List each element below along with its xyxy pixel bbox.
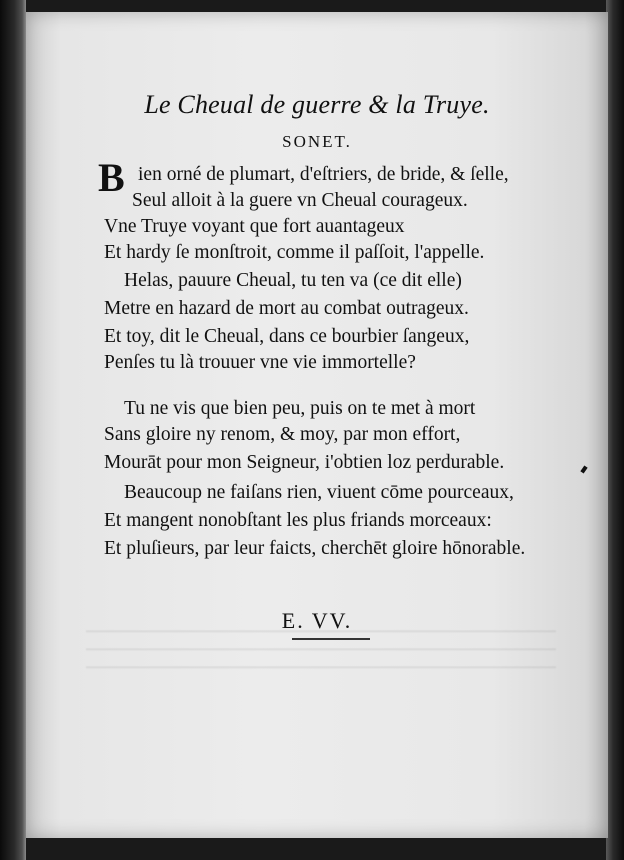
book-binding-left (0, 0, 26, 860)
verse-line-13: Et mangent nonobſtant les plus friands morceaux: (104, 510, 492, 531)
verse-line-7: Et toy, dit le Cheual, dans ce bourbier ſangeux, (104, 326, 470, 347)
poem-heading: SONET. (282, 132, 352, 151)
verse-line-6: Metre en hazard de mort au combat outrageux. (104, 298, 469, 319)
verse-line-4: Et hardy ſe monſtroit, comme il paſſoit, l'appelle. (104, 242, 485, 263)
verse-line-2: Seul alloit à la guere vn Cheual courageux. (132, 190, 468, 211)
verse-line-5: Helas, pauure Cheual, tu ten va (ce dit elle) (124, 270, 462, 291)
verse-line-14: Et pluſieurs, par leur faicts, cherchēt gloire hōnorable. (104, 538, 526, 559)
ink-mark (580, 465, 587, 473)
running-title: Le Cheual de guerre & la Truye. (144, 90, 490, 119)
signature: E. VV. (281, 608, 353, 633)
verse-line-3: Vne Truye voyant que fort auantageux (104, 216, 405, 237)
verse-line-11: Mourāt pour mon Seigneur, i'obtien loz perdurable. (104, 452, 505, 473)
verse-line-1: ien orné de plumart, d'eſtriers, de bride, & ſelle, (138, 164, 509, 185)
verse-line-10: Sans gloire ny renom, & moy, par mon effort, (104, 424, 461, 445)
drop-cap: B (98, 155, 125, 200)
signature-underline (292, 638, 370, 640)
paper-page (26, 12, 608, 838)
verse-line-8: Penſes tu là trouuer vne vie immortelle? (104, 352, 416, 373)
verse-line-12: Beaucoup ne faiſans rien, viuent cōme pourceaux, (124, 482, 514, 503)
book-binding-right (606, 0, 624, 860)
verse-line-9: Tu ne vis que bien peu, puis on te met à mort (124, 398, 476, 419)
page-text (26, 12, 608, 838)
